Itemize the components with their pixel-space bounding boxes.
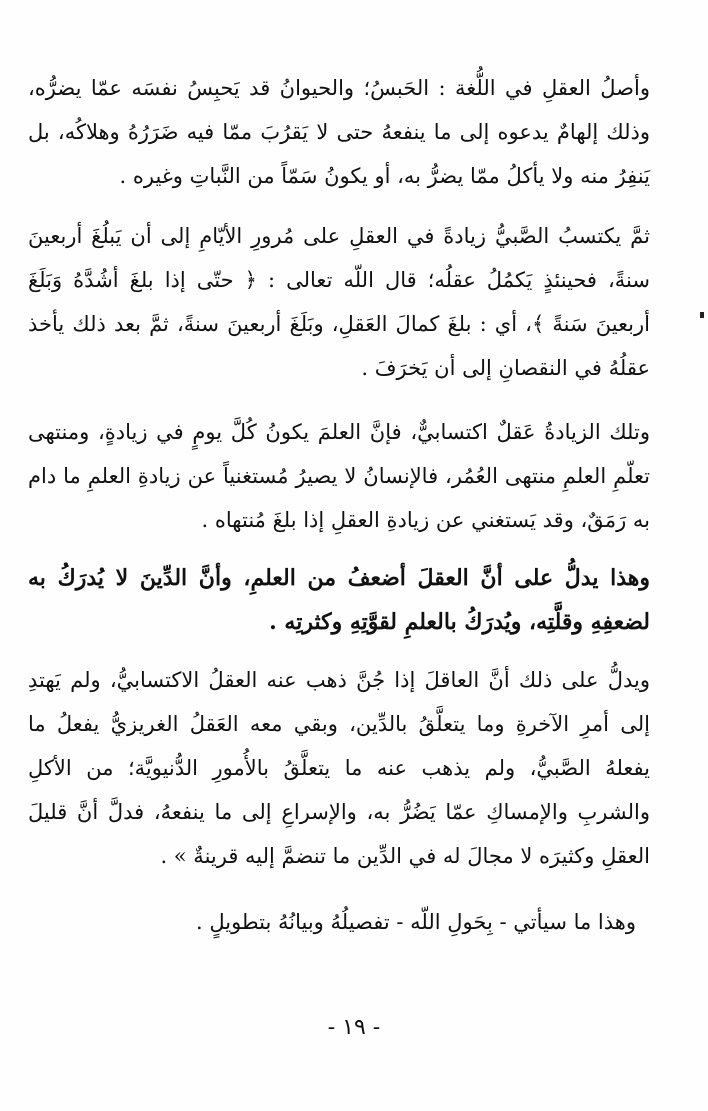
paragraph-5: ويدلُّ على ذلك أنَّ العاقلَ إذا جُنَّ ذهب عنه العقلُ الاكتسابيُّ، ولم يَهتدِ إلى أمرِ الآخرةِ وما يتعلَّقُ بالدِّين، وبقي معه العَقلُ الغريزيُّ يفعلُ ما يفعلهُ الصَّبيُّ، ولم يذهب عنه ما يتعلَّقُ بالأُمورِ الدُّنيويَّة؛ من الأكلِ والشربِ والإمساكِ عمّا يَضُرُّ به، والإسراعِ إلى ما ينفعهُ، فدلَّ أنَّ قليلَ العقلِ وكثيرَه لا مجالَ له في الدِّين ما تنضمَّ إليه قرينةٌ » . (28, 668, 650, 868)
paragraph-1: وأصلُ العقلِ في اللُّغة : الحَبسُ؛ والحيوانُ قد يَحبِسُ نفسَه عمّا يضرُّه، وذلك إلهامٌ يدعوه إلى ما ينفعهُ حتى لا يَقرُبَ ممّا فيه ضَرَرُهُ وهلاكُه، بل يَنفِرُ منه ولا يأكلُ ممّا يضرُّ به، أو يكونُ سَمّاً من النَّباتِ وغيره . (28, 76, 650, 188)
paragraph-4-bold: وهذا يدلُّ على أنَّ العقلَ أضعفُ من العلمِ، وأنَّ الدِّينَ لا يُدرَكُ به لضعفِهِ وقلَّتِه، ويُدرَكُ بالعلمِ لقوَّتِهِ وكثرتِه . (28, 565, 650, 635)
page-number: - ١٩ - (327, 1015, 381, 1040)
paragraph-2: ثمَّ يكتسبُ الصَّبيُّ زيادةً في العقلِ على مُرورِ الأيّامِ إلى أن يَبلُغَ أربعينَ سنةً، فحينئذٍ يَكمُلُ عقلُه؛ قال اللّه تعالى : ﴿ حتّى إذا بلغَ أشُدَّهُ وَبَلَغَ أربعينَ سَنةً ﴾، أي : بلغَ كمالَ العَقلِ، وبَلَغَ أربعينَ سنةً، ثمَّ بعد ذلك يأخذ عقلُهُ في النقصانِ إلى أن يَخرَفَ . (28, 224, 650, 380)
paragraph-6: وهذا ما سيأتي - بِحَولِ اللّه - تفصيلُهُ وبيانُهُ بتطويلٍ . (195, 910, 636, 934)
paragraph-3: وتلك الزيادةُ عَقلٌ اكتسابيٌّ، فإنَّ العلمَ يكونُ كُلَّ يومٍ في زيادةٍ، ومنتهى تعلّمِ العلمِ منتهى العُمُر، فالإنسانُ لا يصيرُ مُستغنياً عن زيادةِ العلمِ ما دام به رَمَقٌ، وقد يَستغني عن زيادةِ العقلِ إذا بلغَ مُنتهاه . (28, 420, 650, 532)
scan-edge-mark (700, 312, 704, 318)
